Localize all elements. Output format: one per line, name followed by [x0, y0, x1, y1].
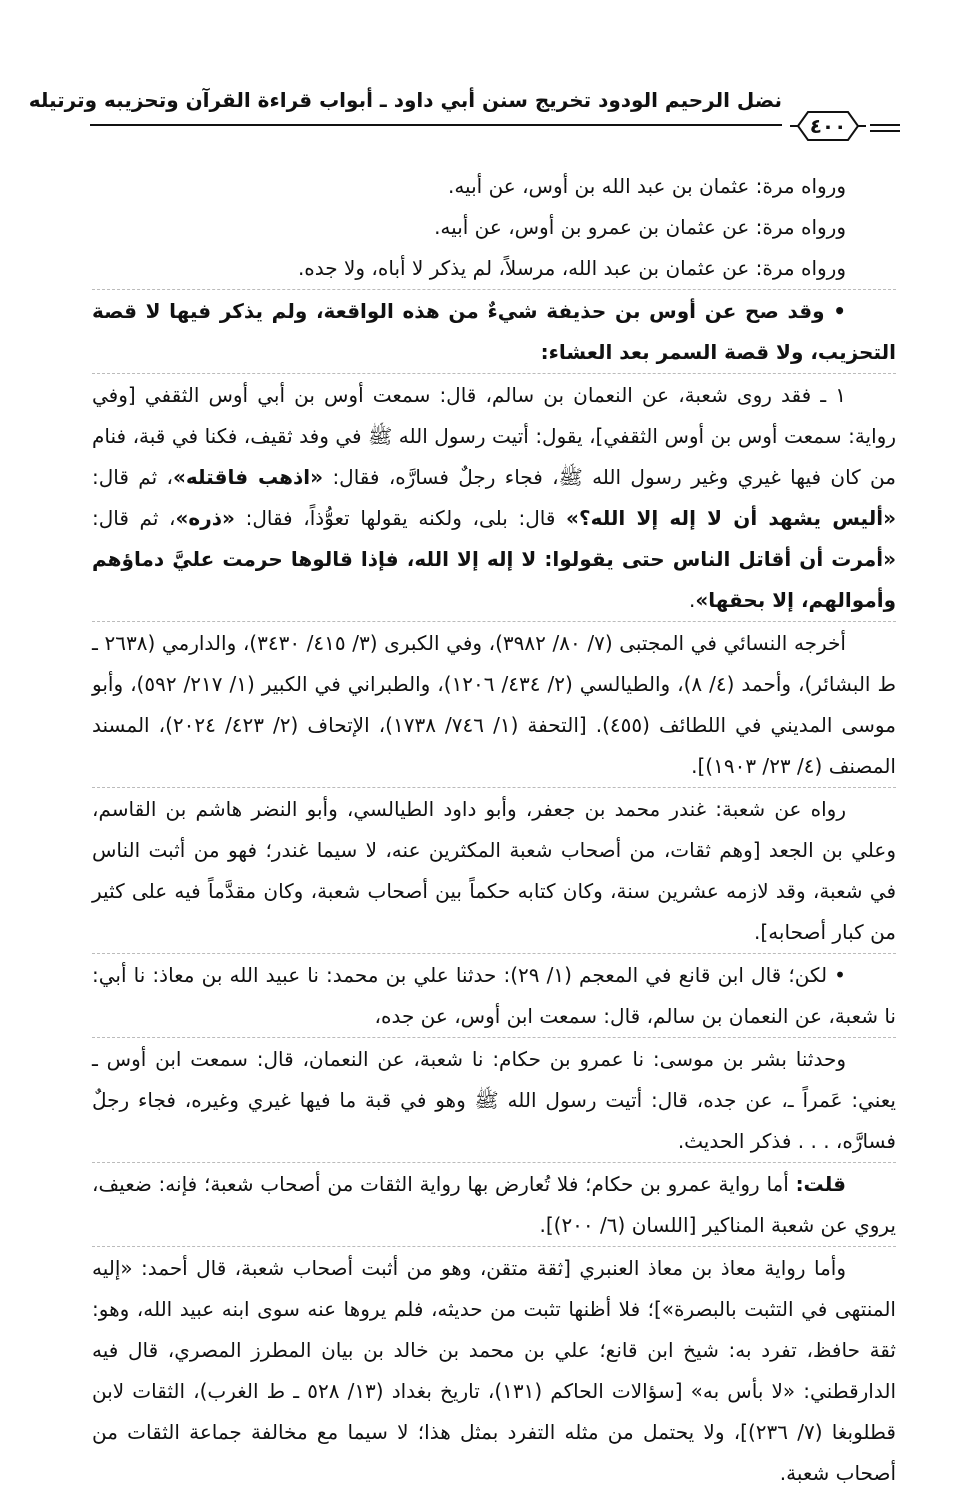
text-run: وحدثنا بشر بن موسى: نا عمرو بن حكام: نا شعبة، عن النعمان، قال: سمعت ابن أوس ـ يعني: عَمراً ـ، عن جده، قال: أتيت رسول الله ﷺ وهو في قبة ما فيها غيري وغيره، فجاء رجلٌ فسارَّه، . . . فذكر الحديث.	[92, 1047, 896, 1153]
page-header	[28, 88, 900, 144]
paragraph-p6	[92, 623, 896, 787]
paragraph-separator	[92, 1037, 896, 1038]
text-run: أخرجه النسائي في المجتبى (٧/ ٨٠/ ٣٩٨٢)، وفي الكبرى (٣/ ٤١٥/ ٣٤٣٠)، والدارمي (٢٦٣٨ ـ ط البشائر)، وأحمد (٤/ ٨)، والطيالسي (٢/ ٤٣٤/ ١٢٠٦)، والطبراني في الكبير (١/ ٢١٧/ ٥٩٢)، وأبو موسى المديني في اللطائف (٤٥٥). [التحفة (١/ ٧٤٦/ ١٧٣٨)، الإتحاف (٢/ ٤٢٣/ ٢٠٢٤)، المسند المصنف (٤/ ٢٣/ ١٩٠٣)].	[92, 631, 896, 778]
paragraph-p9	[92, 1039, 896, 1162]
paragraph-p7	[92, 789, 896, 953]
text-run: ورواه مرة: عن عثمان بن عمرو بن أوس، عن أبيه.	[434, 215, 846, 239]
paragraph-p2	[92, 207, 896, 248]
paragraph-p1	[92, 166, 896, 207]
paragraph-p3	[92, 248, 896, 289]
header-rule	[90, 124, 782, 126]
text-run: ورواه مرة: عثمان بن عبد الله بن أوس، عن أبيه.	[447, 174, 846, 198]
page-number-badge	[788, 106, 868, 146]
text-run: • وقد صح عن أوس بن حذيفة شيءٌ من هذه الواقعة، ولم يذكر فيها لا قصة التحزيب، ولا قصة السمر بعد العشاء:	[92, 299, 896, 364]
text-run: «أمرت أن أقاتل الناس حتى يقولوا: لا إله إلا الله، فإذا قالوها حرمت عليَّ دماؤهم وأموالهم، إلا بحقها»	[92, 547, 896, 612]
text-run: .	[688, 588, 696, 612]
paragraph-p5	[92, 375, 896, 621]
running-title: نضل الرحيم الودود تخريج سنن أبي داود ـ أبواب قراءة القرآن وتحزيبه وترتيله	[28, 88, 782, 112]
text-run: ورواه مرة: عن عثمان بن عبد الله، مرسلاً، لم يذكر لا أباه، ولا جده.	[297, 256, 846, 280]
header-rule-short	[870, 124, 900, 126]
header-rule-short-lower	[870, 130, 900, 132]
text-run: قلت:	[795, 1172, 846, 1196]
text-run: أما رواية عمرو بن حكام؛ فلا تُعارض بها رواية الثقات من أصحاب شعبة؛ فإنه: ضعيف، يروي عن شعبة المناكير [اللسان (٦/ ٢٠٠)].	[92, 1172, 896, 1237]
page-body	[92, 166, 896, 1494]
text-run: وأما رواية معاذ بن معاذ العنبري [ثقة متقن، وهو من أثبت أصحاب شعبة، قال أحمد: «إليه المنتهى في التثبت بالبصرة»]؛ فلا أظنها تثبت من حديثه، فلم يروها عنه سوى ابنه عبيد الله، وهو: ثقة حافظ، تفرد به: شيخ ابن قانع؛ علي بن محمد بن خالد بن بيان المطرز المصري، قال فيه الدارقطني: «لا بأس به» [سؤالات الحاكم (١٣١)، تاريخ بغداد (١٣/ ٥٢٨ ـ ط الغرب)، الثقات لابن قطلوبغا (٧/ ٢٣٦)]، ولا يحتمل من مثله التفرد بمثل هذا؛ لا سيما مع مخالفة جماعة الثقات من أصحاب شعبة.	[92, 1256, 897, 1485]
paragraph-p4	[92, 291, 896, 373]
page-number: ٤٠٠	[809, 114, 847, 138]
text-run: • لكن؛ قال ابن قانع في المعجم (١/ ٢٩): حدثنا علي بن محمد: نا عبيد الله بن معاذ: نا أبي: نا شعبة، عن النعمان بن سالم، قال: سمعت ابن أوس، عن جده،	[92, 963, 896, 1028]
paragraph-p10	[92, 1164, 896, 1246]
paragraph-p11	[92, 1248, 896, 1494]
paragraph-separator	[92, 373, 896, 374]
text-run: ، ثم قال:	[92, 506, 176, 530]
text-run: «ذره»	[175, 506, 235, 530]
paragraph-separator	[92, 621, 896, 622]
text-run: «اذهب فاقتله»	[172, 465, 324, 489]
text-run: ، ثم قال:	[92, 465, 173, 489]
paragraph-separator	[92, 953, 896, 954]
paragraph-separator	[92, 1246, 896, 1247]
text-run: ١ ـ فقد روى شعبة، عن النعمان بن سالم، قال: سمعت أوس بن أبي أوس الثقفي [وفي رواية: سمعت أوس بن أوس الثقفي]، يقول: أتيت رسول الله ﷺ في وفد ثقيف، فكنا في قبة، فنام من كان فيها غيري وغير رسول الله ﷺ، فجاء رجلٌ فسارَّه، فقال:	[92, 383, 896, 489]
paragraph-separator	[92, 289, 896, 290]
paragraph-p8	[92, 955, 896, 1037]
text-run: قال: بلى، ولكنه يقولها تعوُّذاً، فقال:	[234, 506, 567, 530]
text-run: «أليس يشهد أن لا إله إلا الله؟»	[566, 506, 896, 530]
paragraph-separator	[92, 1162, 896, 1163]
paragraph-separator	[92, 787, 896, 788]
text-run: رواه عن شعبة: غندر محمد بن جعفر، وأبو داود الطيالسي، وأبو النضر هاشم بن القاسم، وعلي بن الجعد [وهم ثقات، من أصحاب شعبة المكثرين عنه، لا سيما غندر؛ فهو من أثبت الناس في شعبة، وقد لازمه عشرين سنة، وكان كتابه حكماً بين أصحاب شعبة، وكان مقدَّماً فيه على كثير من كبار أصحابه].	[92, 797, 896, 944]
